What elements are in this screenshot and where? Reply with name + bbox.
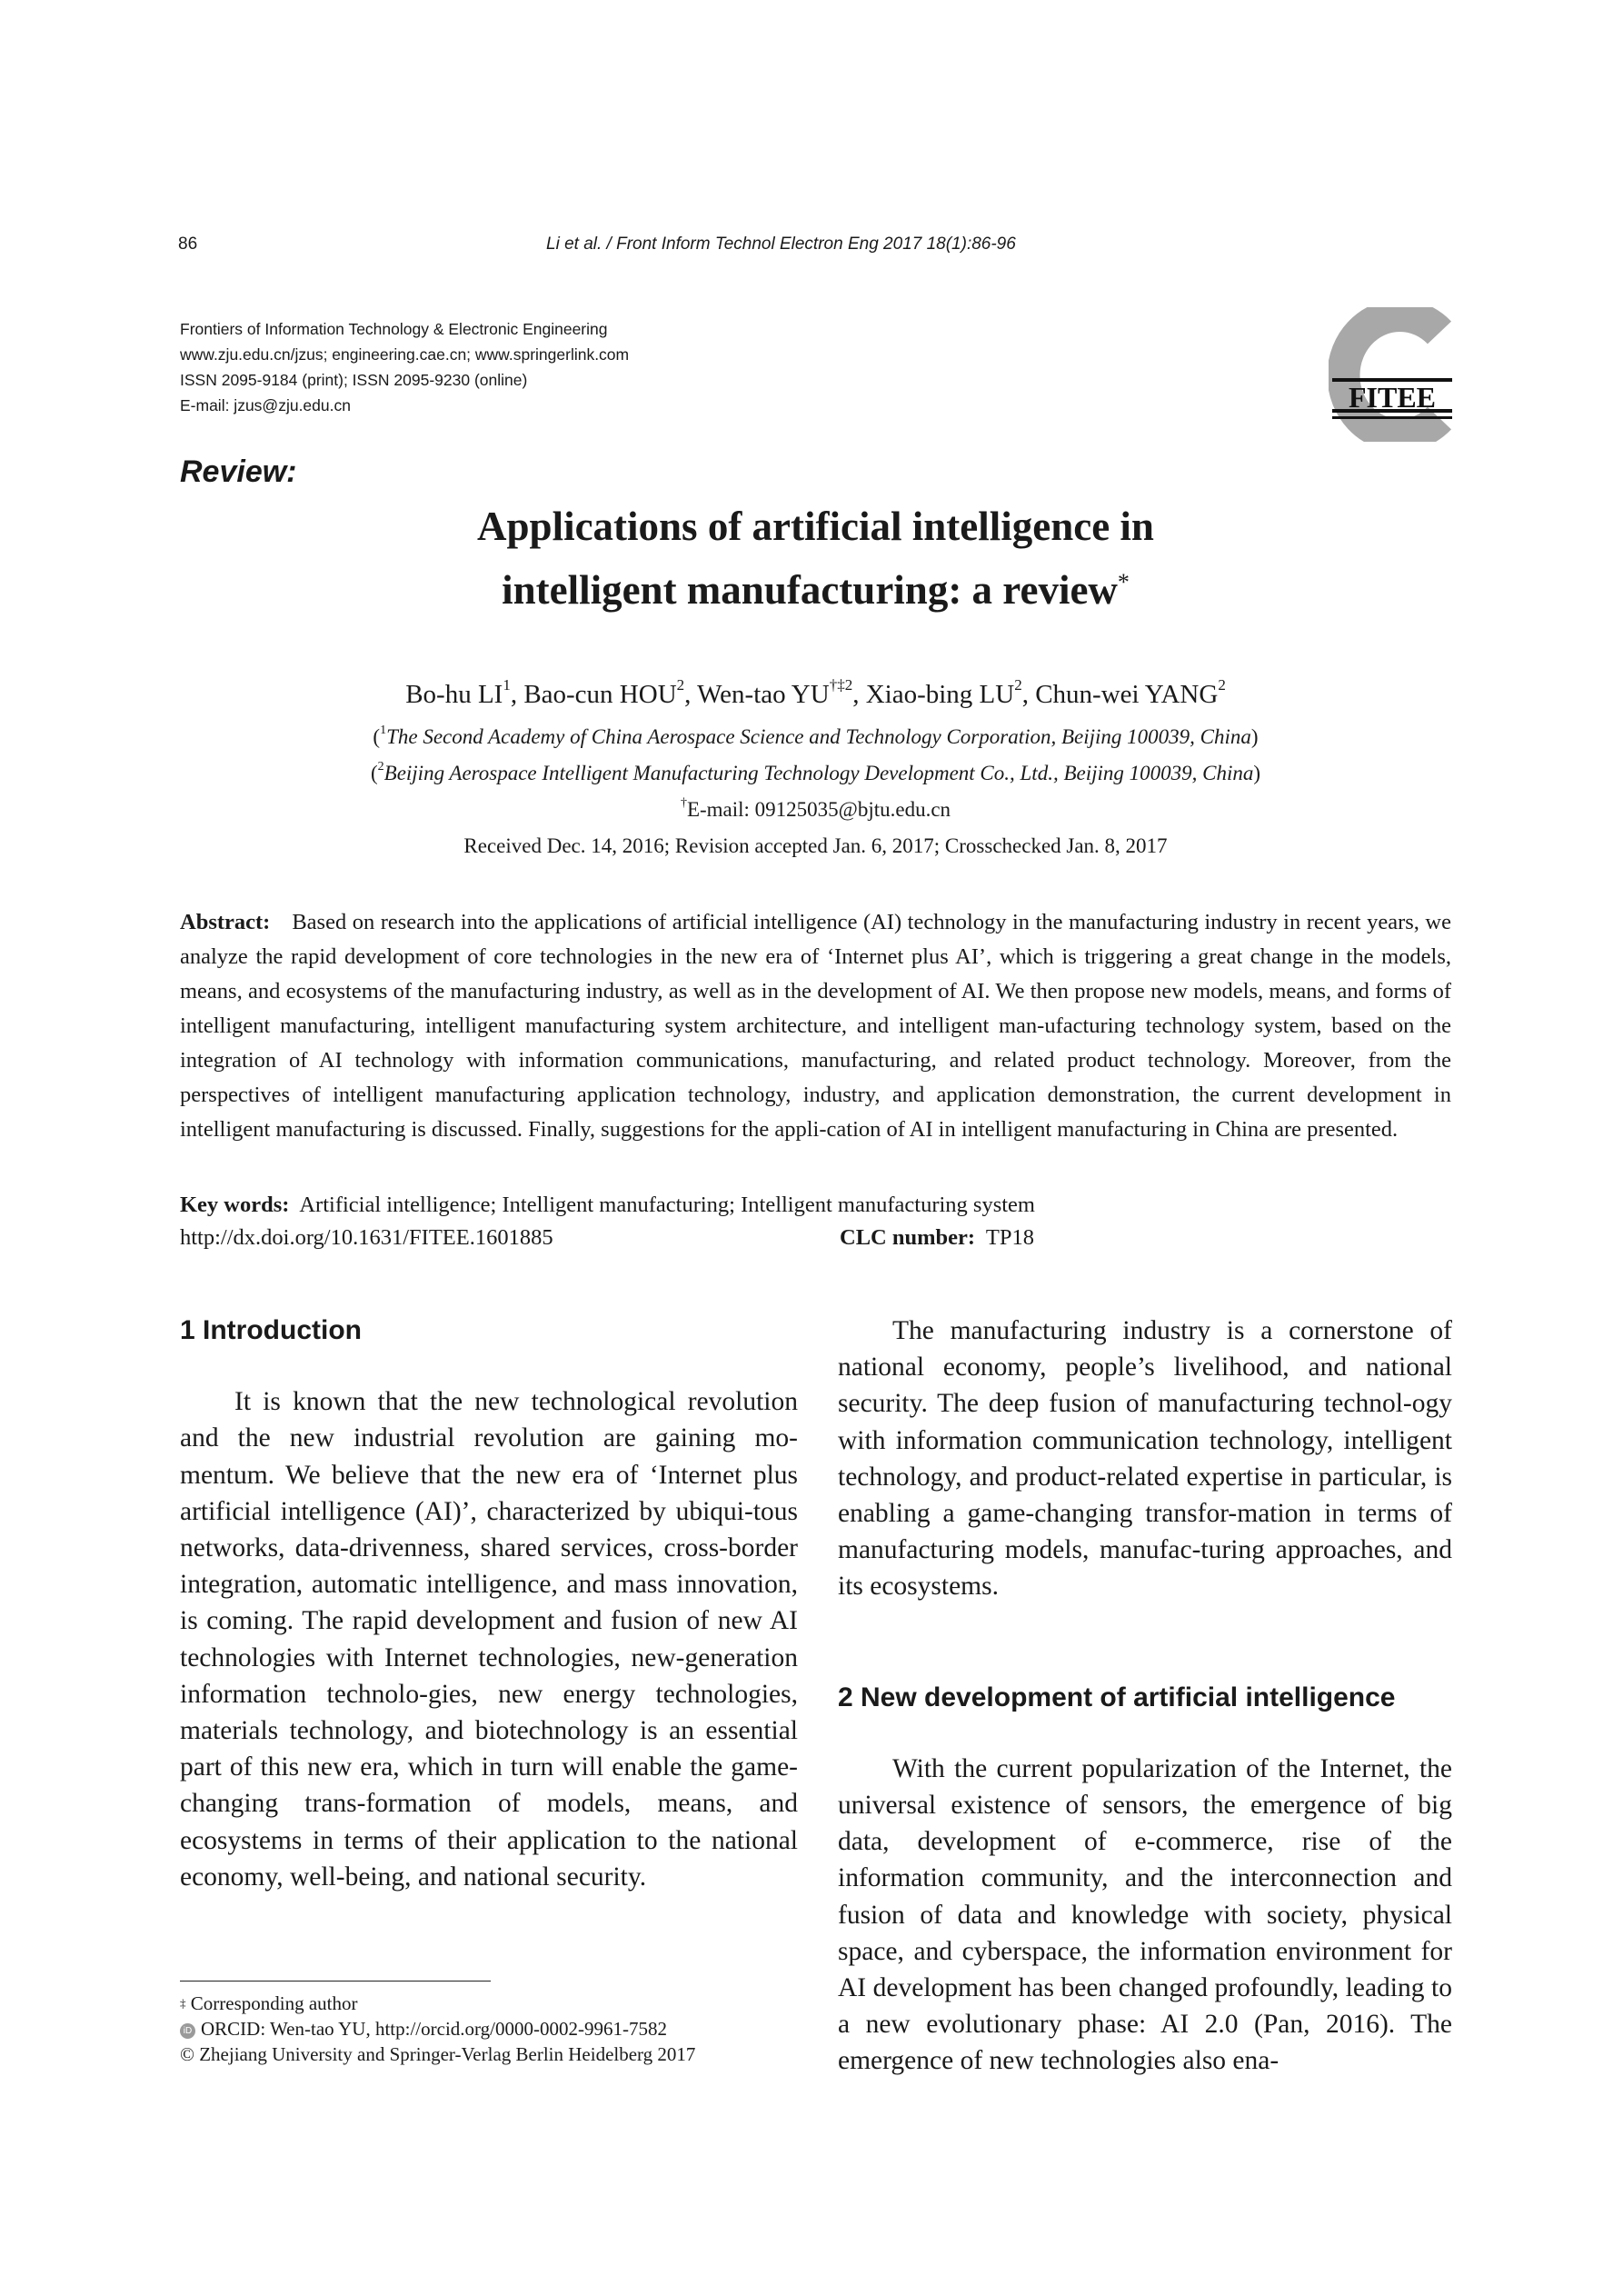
author-affil-mark: 2 [1218,676,1226,694]
page-number: 86 [178,235,198,254]
abstract-label: Abstract: [180,910,271,934]
section-2-paragraph-1: With the current popularization of the Internet, the universal existence of sensors, the emergence of big data, development of e-commerce, rise of the information community, and the interconnection and fusion of data and knowledge with society, physical space, and cyberspace, the information environment for AI development has been changed profoundly, leading to a new evolutionary phase: AI 2.0 (Pan, 2016). The emergence of new technologies also ena- [838,1753,1452,2076]
email-text: E-mail: 09125035@bjtu.edu.cn [686,798,951,821]
affiliation-1: ($^1$The Second Academy of China Aerospace Science and Technology Corporation, Beijing 100039, China) [373,724,1259,748]
keywords-block [180,1189,1451,1254]
author-affil-mark: 2 [1014,676,1022,694]
fitee-logo [1329,307,1456,442]
author-name: Bao-cun HOU [523,680,677,709]
orcid-text[interactable]: ORCID: Wen-tao YU, http://orcid.org/0000-0002-9961-7582 [201,2018,667,2040]
corresponding-mark: ‡ [180,1996,186,2010]
footnote-divider [180,1981,491,1982]
author-name: Bo-hu LI [405,680,503,709]
article-title [182,494,1449,622]
masthead-journal-name: Frontiers of Information Technology & Electronic Engineering [180,320,608,338]
abstract [180,905,1451,1147]
title-footnote-mark: * [1117,569,1130,595]
masthead-websites: www.zju.edu.cn/jzus; engineering.cae.cn; www.springerlink.com [180,345,630,364]
author-affil-mark: †‡2 [829,676,853,694]
corresponding-email [182,798,1449,822]
title-line-1: Applications of artificial intelligence in [477,504,1154,549]
affiliation-text: Beijing Aerospace Intelligent Manufacturing Technology Development Co., Ltd., Beijing 100039, China [383,762,1254,784]
affiliation-mark: 1 [380,724,387,737]
keywords-label: Key words: [180,1193,290,1217]
footnotes [180,1991,695,2067]
masthead-email: E-mail: jzus@zju.edu.cn [180,396,351,414]
section-1-paragraph-1: It is known that the new technological revolution and the new industrial revolution are gaining mo-mentum. We believe that the new era of ‘Internet plus artificial intelligence (AI)’, characterized by ubiqui-tous networks, data-drivenness, shared services, cross-border integration, automatic intelligence, and mass innovation, is coming. The rapid development and fusion of new AI technologies with Internet technologies, new-generation information technolo-gies, new energy technologies, materials technology, and biotechnology is an essential part of this new era, which in turn will enable the game-changing trans-formation of models, means, and ecosystems in terms of their application to the national economy, well-being, and national security. [180,1387,798,1892]
affiliation-2: ($^2$Beijing Aerospace Intelligent Manufacturing Technology Development Co., Ltd., Beijing 100039, China) [370,760,1261,784]
clc-value: TP18 [985,1225,1034,1250]
abstract-text: Based on research into the applications of artificial intelligence (AI) technology in the manufacturing industry in recent years, we analyze the rapid development of core technologies in the new era of ‘Internet plus AI’, which is triggering a great change in the models, means, and ecosystems of the manufacturing industry, as well as in the development of AI. We then propose new models, means, and forms of intelligent manufacturing, intelligent manufacturing system architecture, and intelligent man-ufacturing technology system, based on the integration of AI technology with information communications, manufacturing, and related product technology. Moreover, from the perspectives of intelligent manufacturing application technology, industry, and application demonstration, the current development in intelligent manufacturing is discussed. Finally, suggestions for the appli-cation of AI in intelligent manufacturing in China are presented. [180,910,1451,1142]
author-name: Xiao-bing LU [865,680,1015,709]
footnote-copyright: © Zhejiang University and Springer-Verlag Berlin Heidelberg 2017 [180,2043,696,2065]
affiliation-text: The Second Academy of China Aerospace Science and Technology Corporation, Beijing 100039, China [386,725,1251,748]
svg-text:FITEE: FITEE [1348,381,1437,414]
affiliation-mark: 2 [377,760,384,774]
clc-label: CLC number: [840,1225,976,1250]
article-type-label: Review: [180,454,297,489]
body-column-right [838,1313,1452,2080]
article-dates: Received Dec. 14, 2016; Revision accepted Jan. 6, 2017; Crosschecked Jan. 8, 2017 [463,834,1168,857]
orcid-icon: iD [180,2023,195,2039]
author-affil-mark: 2 [676,676,685,694]
email-mark: † [680,796,687,810]
footnote-corresponding [180,1991,695,2016]
footnote-orcid [180,2016,695,2041]
masthead-issn: ISSN 2095-9184 (print); ISSN 2095-9230 (online) [180,371,528,389]
section-2-heading: 2 New development of artificial intelligence [838,1682,1396,1712]
author-list: Bo-hu $LI^1$, Bao-cun HOU$^2$, Wen-tao YU$^{\dagger\ddagger 2}$, Xiao-bing $LU^2$, Chun-wei YANG$^2$ [405,676,1226,709]
author-name: Chun-wei YANG [1035,680,1219,709]
author-name: Wen-tao YU [697,680,830,709]
doi-link[interactable]: http://dx.doi.org/10.1631/FITEE.1601885 [180,1225,553,1250]
section-1-heading: 1 Introduction [180,1315,362,1345]
body-column-left [180,1313,798,1895]
corresponding-text: Corresponding author [190,1992,358,2014]
keywords-text: Artificial intelligence; Intelligent manufacturing; Intelligent manufacturing system [299,1193,1035,1217]
title-line-2: intelligent manufacturing: a review [502,567,1118,613]
journal-masthead [180,316,629,418]
author-affil-mark: 1 [503,676,511,694]
journal-citation: Li et al. / Front Inform Technol Electron Eng 2017 18(1):86-96 [546,235,1016,254]
section-1-paragraph-2: The manufacturing industry is a cornerstone of national economy, people’s livelihood, and national security. The deep fusion of manufacturing technol-ogy with information communication technology, intelligent technology, and product-related expertise in particular, is enabling a game-changing transfor-mation in terms of manufacturing models, manufac-turing approaches, and its ecosystems. [838,1316,1452,1602]
